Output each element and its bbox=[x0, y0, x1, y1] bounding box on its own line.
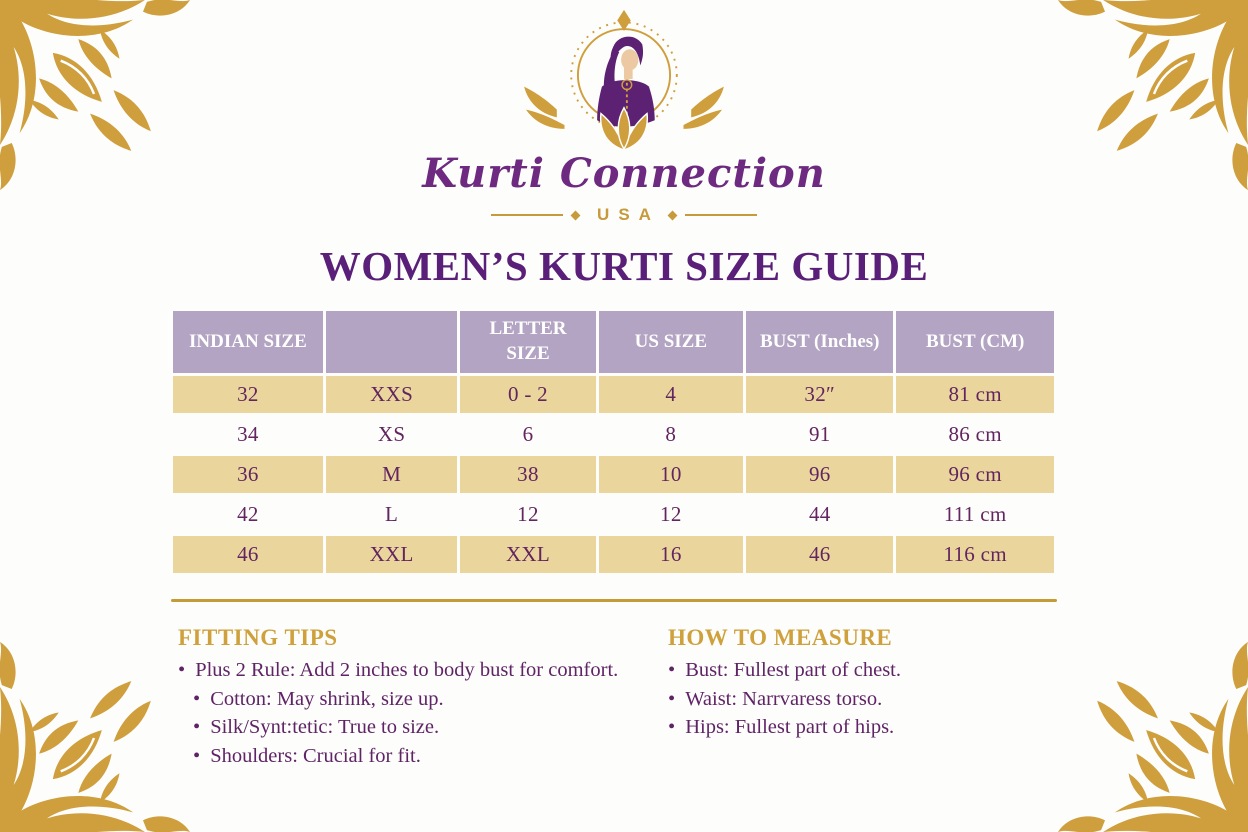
col-header-blank bbox=[326, 311, 458, 373]
brand-name: Kurti Connection bbox=[422, 150, 826, 197]
table-cell: XXL bbox=[326, 536, 458, 573]
table-cell: XXL bbox=[460, 536, 595, 573]
table-cell: 32″ bbox=[746, 376, 893, 413]
table-row bbox=[173, 536, 1054, 573]
table-cell: M bbox=[326, 456, 458, 493]
brand-emblem-icon bbox=[514, 6, 734, 150]
how-to-measure-list bbox=[668, 660, 1108, 739]
how-to-measure-section bbox=[668, 625, 1108, 746]
table-cell: 12 bbox=[517, 502, 539, 526]
table-cell: 8 bbox=[665, 422, 677, 446]
table-cell: 6 bbox=[522, 422, 534, 446]
table-cell: 96 cm bbox=[896, 456, 1054, 493]
table-cell: XS bbox=[377, 422, 406, 446]
table-cell: 96 bbox=[746, 456, 893, 493]
fitting-tips-list bbox=[178, 660, 658, 767]
how-to-measure-heading: HOW TO MEASURE bbox=[668, 625, 893, 650]
table-cell: L bbox=[385, 502, 399, 526]
table-row bbox=[173, 376, 1054, 413]
table-cell: 44 bbox=[808, 502, 831, 526]
col-header-letter-size: LETTER SIZE bbox=[460, 311, 595, 373]
right-rule bbox=[685, 214, 757, 216]
left-diamond-icon bbox=[571, 210, 581, 220]
list-item: • Shoulders: Crucial for fit. bbox=[193, 746, 658, 768]
list-item: • Waist: Narrvaress torso. bbox=[668, 689, 1108, 711]
right-diamond-icon bbox=[668, 210, 678, 220]
table-cell: 0 - 2 bbox=[460, 376, 595, 413]
list-item: • Plus 2 Rule: Add 2 inches to body bust for comfort. bbox=[178, 660, 658, 682]
table-cell: 46 bbox=[173, 536, 323, 573]
list-item: • Hips: Fullest part of hips. bbox=[668, 717, 1108, 739]
col-header-bust-inches: BUST (Inches) bbox=[746, 311, 893, 373]
table-cell: 4 bbox=[599, 376, 744, 413]
table-cell: 34 bbox=[237, 422, 259, 446]
brand-region-row bbox=[0, 205, 1248, 225]
list-item: • Silk/Synt:tetic: True to size. bbox=[193, 717, 658, 739]
table-cell: 32 bbox=[173, 376, 323, 413]
brand-logo bbox=[0, 6, 1248, 225]
list-item: • Cotton: May shrink, size up. bbox=[193, 689, 658, 711]
fitting-tips-section bbox=[178, 625, 658, 774]
table-cell: 46 bbox=[746, 536, 893, 573]
size-table bbox=[170, 308, 1057, 576]
table-cell: 12 bbox=[660, 502, 682, 526]
table-row bbox=[173, 496, 1054, 533]
table-cell: XXS bbox=[326, 376, 458, 413]
table-cell: 16 bbox=[599, 536, 744, 573]
col-header-us-size: US SIZE bbox=[599, 311, 744, 373]
col-header-bust-cm: BUST (CM) bbox=[896, 311, 1054, 373]
table-cell: 91 bbox=[808, 422, 831, 446]
table-cell: 36 bbox=[173, 456, 323, 493]
corner-flourish-bottom-left bbox=[0, 640, 192, 832]
left-rule bbox=[491, 214, 563, 216]
table-cell: 86 cm bbox=[948, 422, 1002, 446]
table-cell: 42 bbox=[237, 502, 259, 526]
brand-region: USA bbox=[597, 205, 660, 224]
table-cell: 10 bbox=[599, 456, 744, 493]
col-header-indian-size: INDIAN SIZE bbox=[173, 311, 323, 373]
table-cell: 116 cm bbox=[896, 536, 1054, 573]
fitting-tips-heading: FITTING TIPS bbox=[178, 625, 338, 650]
page-title: WOMEN’S KURTI SIZE GUIDE bbox=[319, 243, 929, 289]
table-cell: 111 cm bbox=[943, 502, 1007, 526]
table-header-row bbox=[173, 311, 1054, 373]
table-cell: 38 bbox=[460, 456, 595, 493]
section-divider bbox=[171, 599, 1057, 602]
table-row bbox=[173, 416, 1054, 453]
table-cell: 81 cm bbox=[896, 376, 1054, 413]
table-row bbox=[173, 456, 1054, 493]
list-item: • Bust: Fullest part of chest. bbox=[668, 660, 1108, 682]
